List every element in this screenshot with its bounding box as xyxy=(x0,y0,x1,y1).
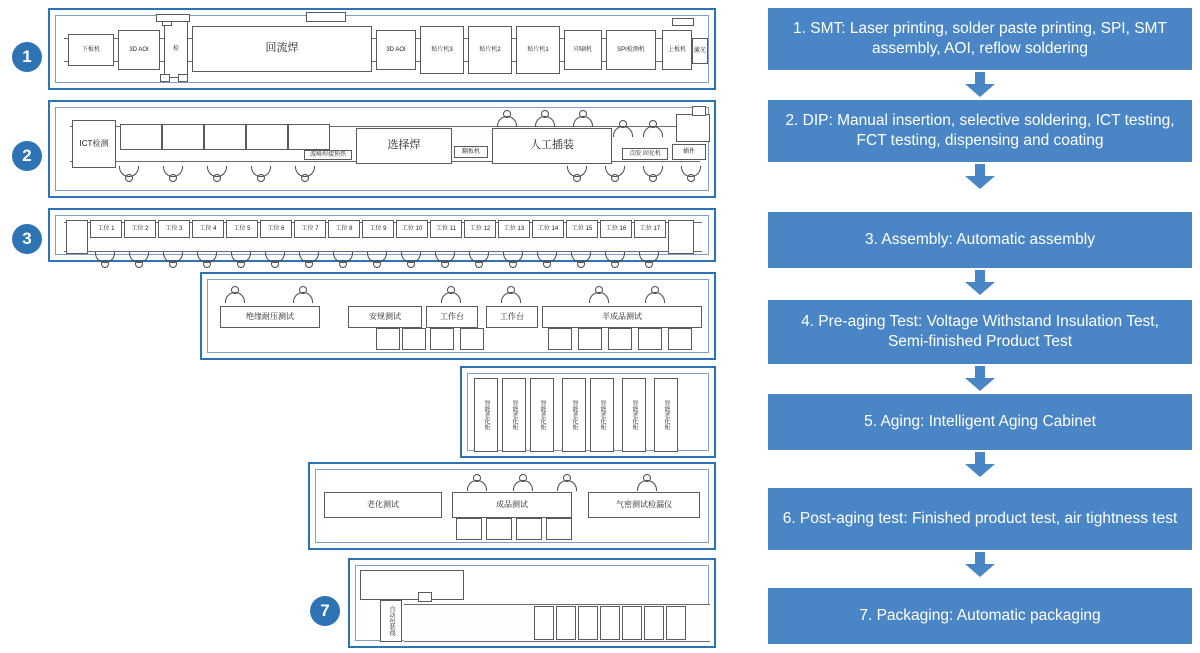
aging-cabinet[interactable]: 智能老化柜 xyxy=(562,378,586,452)
machine-cell[interactable] xyxy=(516,518,542,540)
machine-cell[interactable] xyxy=(600,606,620,640)
operator-icon xyxy=(642,166,664,182)
machine-marker xyxy=(692,106,706,116)
machine[interactable]: 绝缘耐压测试 xyxy=(220,306,320,328)
machine-cell[interactable] xyxy=(120,124,162,150)
operator-icon xyxy=(298,252,320,268)
operator-icon xyxy=(332,252,354,268)
operator-icon xyxy=(638,252,660,268)
machine-cell[interactable] xyxy=(578,328,602,350)
step-badge-1: 1 xyxy=(12,42,42,72)
operator-icon xyxy=(644,286,666,302)
operator-icon xyxy=(604,166,626,182)
machine-cell[interactable] xyxy=(622,606,642,640)
machine-marker xyxy=(672,18,694,26)
machine-cell[interactable] xyxy=(546,518,572,540)
machine[interactable]: 老化测试 xyxy=(324,492,442,518)
machine[interactable]: 3D AOI xyxy=(376,30,416,70)
panel-assembly-inner xyxy=(55,215,709,255)
workstation[interactable]: 工位 10 xyxy=(396,220,428,238)
panel-packaging-inner xyxy=(355,565,709,641)
flow-arrow-1 xyxy=(964,72,996,98)
panel-pre-aging-inner xyxy=(207,279,709,353)
panel-smt[interactable] xyxy=(48,8,716,90)
machine-marker xyxy=(156,14,190,22)
machine[interactable]: 上板机 xyxy=(662,30,692,70)
machine-cell[interactable] xyxy=(486,518,512,540)
machine[interactable]: 气密测试检漏仪 xyxy=(588,492,700,518)
machine[interactable]: 检 xyxy=(164,20,188,78)
operator-icon xyxy=(224,286,246,302)
workstation[interactable]: 工位 1 xyxy=(90,220,122,238)
machine[interactable]: 半成品测试 xyxy=(542,306,702,328)
flow-step-3[interactable]: 3. Assembly: Automatic assembly xyxy=(768,212,1192,268)
machine[interactable]: 3D AOI xyxy=(118,30,160,70)
machine-cell[interactable] xyxy=(644,606,664,640)
machine[interactable]: 回流焊 xyxy=(192,26,372,72)
machine[interactable]: 插件 xyxy=(672,144,706,160)
panel-smt-inner xyxy=(55,15,709,83)
machine-cell[interactable] xyxy=(246,124,288,150)
machine[interactable]: 自动包装线 xyxy=(380,600,402,642)
machine[interactable]: 印刷机 xyxy=(564,30,602,70)
operator-icon xyxy=(468,252,490,268)
machine-cell[interactable] xyxy=(676,114,710,142)
panel-post-aging-test[interactable] xyxy=(308,462,716,550)
flow-arrow-4 xyxy=(964,366,996,392)
machine[interactable]: 贴片机2 xyxy=(468,26,512,74)
operator-icon xyxy=(264,252,286,268)
operator-icon xyxy=(502,252,524,268)
machine[interactable]: 贴片机1 xyxy=(516,26,560,74)
operator-icon xyxy=(128,252,150,268)
machine[interactable]: 工作台 xyxy=(486,306,538,328)
workstation[interactable]: 工位 7 xyxy=(294,220,326,238)
machine-cell[interactable] xyxy=(638,328,662,350)
workstation[interactable]: 工位 11 xyxy=(430,220,462,238)
machine-cell[interactable] xyxy=(360,570,464,600)
machine-marker xyxy=(178,74,188,82)
workstation[interactable]: 工位 5 xyxy=(226,220,258,238)
machine-cell[interactable] xyxy=(66,220,88,254)
operator-icon xyxy=(556,474,578,490)
panel-packaging[interactable] xyxy=(348,558,716,648)
aging-cabinet[interactable]: 智能老化柜 xyxy=(590,378,614,452)
workstation[interactable]: 工位 14 xyxy=(532,220,564,238)
machine[interactable]: 下板机 xyxy=(68,34,114,66)
operator-icon xyxy=(466,474,488,490)
machine-cell[interactable] xyxy=(162,124,204,150)
machine-marker xyxy=(160,74,170,82)
operator-icon xyxy=(536,252,558,268)
workstation[interactable]: 工位 16 xyxy=(600,220,632,238)
workstation[interactable]: 工位 12 xyxy=(464,220,496,238)
machine-cell[interactable] xyxy=(668,328,692,350)
workstation[interactable]: 工位 15 xyxy=(566,220,598,238)
machine-cell[interactable] xyxy=(460,328,484,350)
machine-cell[interactable] xyxy=(548,328,572,350)
operator-icon xyxy=(636,474,658,490)
operator-icon xyxy=(206,166,228,182)
machine[interactable]: 工作台 xyxy=(426,306,478,328)
machine-cell[interactable] xyxy=(204,124,246,150)
machine-cell[interactable] xyxy=(430,328,454,350)
operator-icon xyxy=(366,252,388,268)
panel-aging[interactable] xyxy=(460,366,716,458)
workstation[interactable]: 工位 4 xyxy=(192,220,224,238)
operator-icon xyxy=(680,166,702,182)
aging-cabinet[interactable]: 智能老化柜 xyxy=(502,378,526,452)
machine[interactable]: 波峰焊接预热 xyxy=(304,150,352,160)
step-badge-7: 7 xyxy=(310,596,340,626)
machine[interactable]: 成品测试 xyxy=(452,492,572,518)
workstation[interactable]: 工位 17 xyxy=(634,220,666,238)
workstation[interactable]: 工位 3 xyxy=(158,220,190,238)
workstation[interactable]: 工位 6 xyxy=(260,220,292,238)
machine-marker xyxy=(418,592,432,602)
machine[interactable]: 贴片机3 xyxy=(420,26,464,74)
operator-icon xyxy=(572,110,594,126)
operator-icon xyxy=(566,166,588,182)
operator-icon xyxy=(250,166,272,182)
machine-cell[interactable] xyxy=(578,606,598,640)
workstation[interactable]: 工位 9 xyxy=(362,220,394,238)
operator-icon xyxy=(534,110,556,126)
process-flow-area xyxy=(768,0,1200,653)
machine[interactable]: 点胶 固化机 xyxy=(622,148,668,160)
flow-arrow-3 xyxy=(964,270,996,296)
operator-icon xyxy=(400,252,422,268)
aging-cabinet[interactable]: 智能老化柜 xyxy=(654,378,678,452)
operator-icon xyxy=(604,252,626,268)
step-badge-3: 3 xyxy=(12,224,42,254)
operator-icon xyxy=(118,166,140,182)
workstation[interactable]: 工位 8 xyxy=(328,220,360,238)
machine[interactable]: 翻板机 xyxy=(454,146,488,158)
workstation[interactable]: 工位 2 xyxy=(124,220,156,238)
aging-cabinet[interactable]: 智能老化柜 xyxy=(622,378,646,452)
flow-arrow-2 xyxy=(964,164,996,190)
machine[interactable]: 人工插装 xyxy=(492,128,612,164)
operator-icon xyxy=(196,252,218,268)
step-badge-2: 2 xyxy=(12,141,42,171)
operator-icon xyxy=(612,120,634,136)
operator-icon xyxy=(642,120,664,136)
flow-step-5[interactable]: 5. Aging: Intelligent Aging Cabinet xyxy=(768,394,1192,450)
machine[interactable]: SPI检测机 xyxy=(606,30,656,70)
operator-icon xyxy=(292,286,314,302)
panel-dip[interactable] xyxy=(48,100,716,198)
machine[interactable]: 安规测试 xyxy=(348,306,422,328)
operator-icon xyxy=(294,166,316,182)
machine-cell[interactable] xyxy=(456,518,482,540)
flow-step-2[interactable]: 2. DIP: Manual insertion, selective soldering, ICT testing, FCT testing, dispensing and coating xyxy=(768,100,1192,162)
operator-icon xyxy=(162,252,184,268)
operator-icon xyxy=(500,286,522,302)
operator-icon xyxy=(162,166,184,182)
aging-cabinet[interactable]: 智能老化柜 xyxy=(474,378,498,452)
operator-icon xyxy=(230,252,252,268)
aging-cabinet[interactable]: 智能老化柜 xyxy=(530,378,554,452)
machine-marker xyxy=(306,12,346,22)
panel-assembly[interactable] xyxy=(48,208,716,262)
machine[interactable]: 选择焊 xyxy=(356,128,452,164)
operator-icon xyxy=(588,286,610,302)
machine-cell[interactable] xyxy=(666,606,686,640)
operator-icon xyxy=(570,252,592,268)
panel-dip-inner xyxy=(55,107,709,191)
machine-cell[interactable] xyxy=(288,124,330,150)
operator-icon xyxy=(440,286,462,302)
flow-arrow-5 xyxy=(964,452,996,478)
machine-cell[interactable] xyxy=(556,606,576,640)
workstation[interactable]: 工位 13 xyxy=(498,220,530,238)
flow-step-1[interactable]: 1. SMT: Laser printing, solder paste printing, SPI, SMT assembly, AOI, reflow soldering xyxy=(768,8,1192,70)
flow-step-6[interactable]: 6. Post-aging test: Finished product test, air tightness test xyxy=(768,488,1192,550)
machine-cell[interactable] xyxy=(668,220,694,254)
panel-aging-inner xyxy=(467,373,709,451)
machine[interactable]: 激光 xyxy=(692,38,708,64)
machine-cell[interactable] xyxy=(402,328,426,350)
flow-arrow-6 xyxy=(964,552,996,578)
panel-post-aging-inner xyxy=(315,469,709,543)
operator-icon xyxy=(94,252,116,268)
operator-icon xyxy=(434,252,456,268)
machine-cell[interactable] xyxy=(534,606,554,640)
machine-cell[interactable] xyxy=(376,328,400,350)
operator-icon xyxy=(512,474,534,490)
machine-cell[interactable] xyxy=(608,328,632,350)
operator-icon xyxy=(496,110,518,126)
panel-pre-aging-test[interactable] xyxy=(200,272,716,360)
flow-step-4[interactable]: 4. Pre-aging Test: Voltage Withstand Insulation Test, Semi-finished Product Test xyxy=(768,300,1192,364)
machine[interactable]: ICT检测 xyxy=(72,120,116,168)
flow-step-7[interactable]: 7. Packaging: Automatic packaging xyxy=(768,588,1192,644)
